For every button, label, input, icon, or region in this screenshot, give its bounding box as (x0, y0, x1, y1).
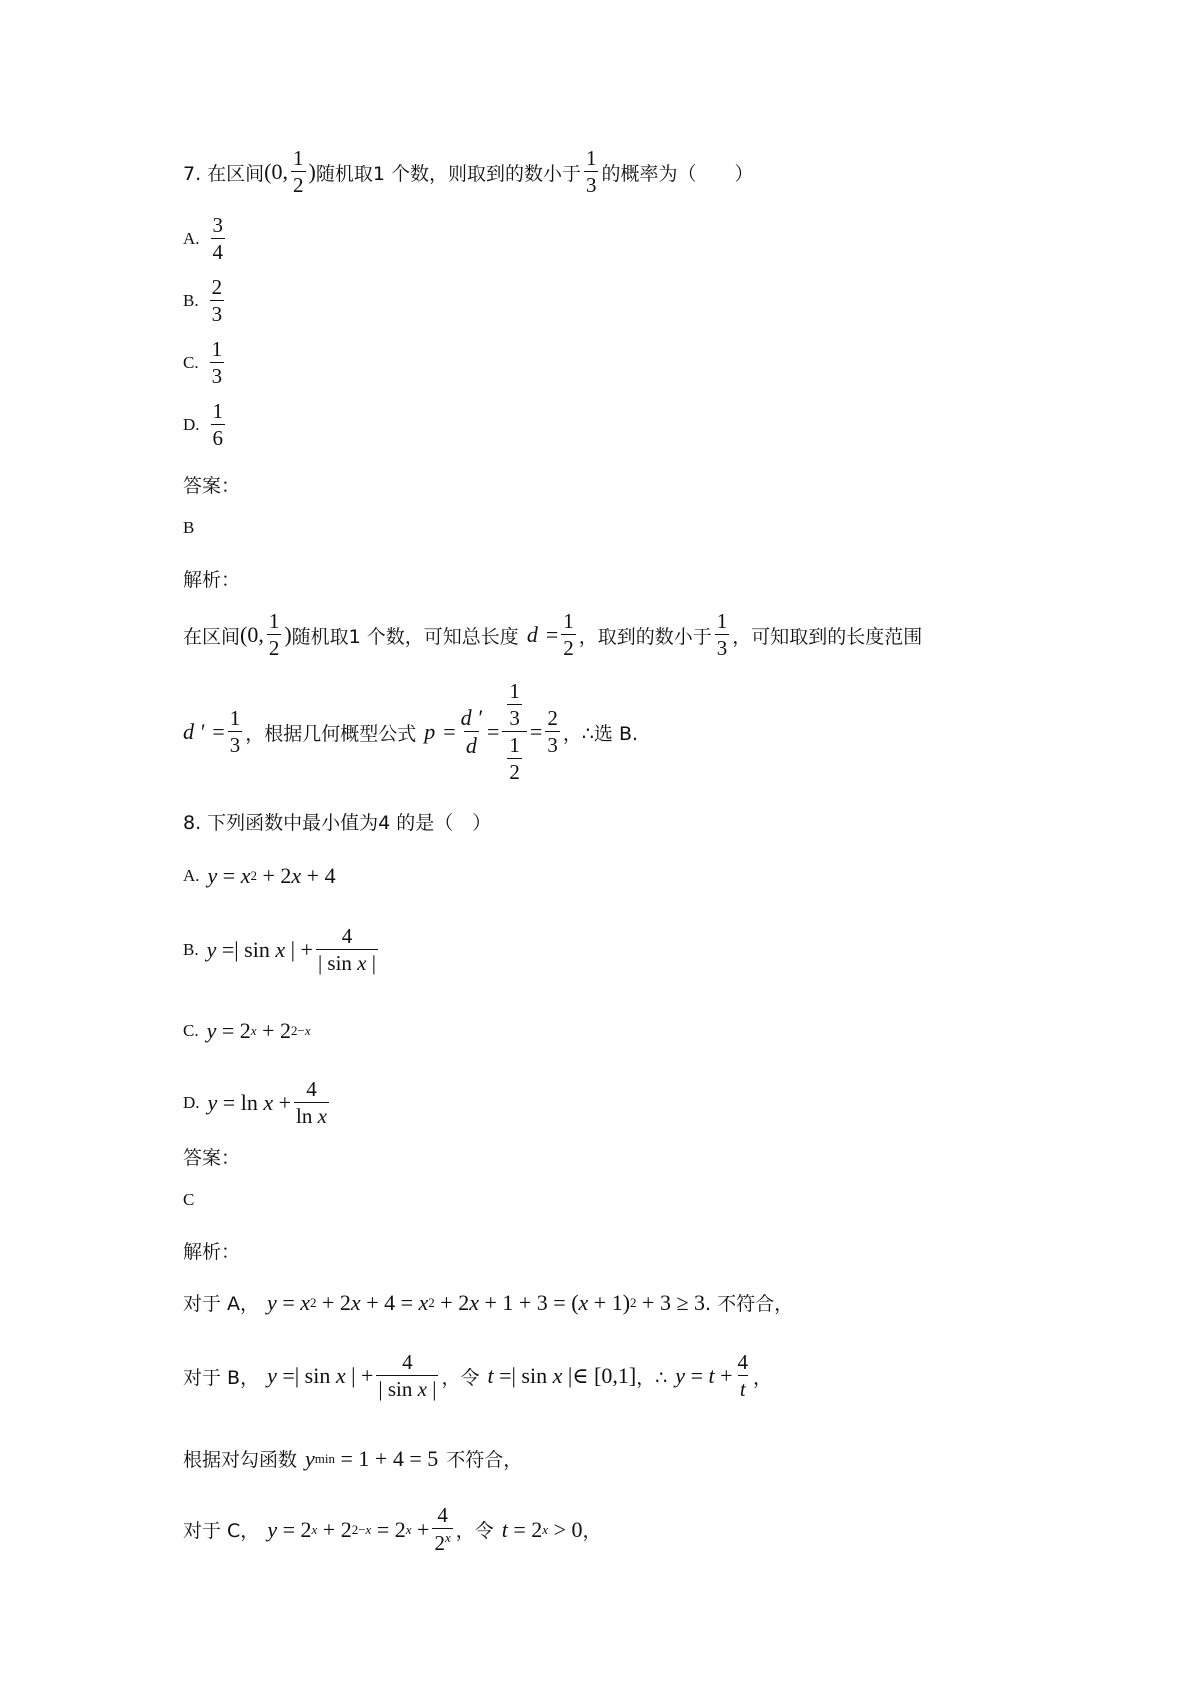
q8-analysis-heading: 解析： (183, 1241, 241, 1263)
q7-middle: 随机取1 个数，则取到的数小于 (315, 162, 581, 185)
q7-analysis-line2: d ′ = $\frac{1}{3}$ ，根据几何概型公式 p = $\frac{d '}{d}$ = $\frac{\frac{1}{3}}{\frac{1}{2}}$ = $\frac{2}{3}$ ，∴选 B. (183, 679, 639, 785)
compound-fraction: $\frac{\frac{1}{3}}{\frac{1}{2}}$ (502, 680, 527, 784)
q7-analysis-heading: 解析： (183, 569, 241, 591)
q7-option-d: D. $\frac{1}{6}$ (183, 399, 224, 451)
q7-option-c: C. $\frac{1}{3}$ (183, 337, 223, 389)
q8-answer-heading: 答案： (183, 1147, 241, 1169)
q7-bound-fraction: $\frac{1}{3}$ (585, 146, 597, 198)
q7-analysis-line1: 在区间 (0, $\frac{1}{2}$ ) 随机取1 个数，可知总长度 d = $\frac{1}{2}$ ，取到的数小于 $\frac{1}{3}$ ，可知取到的长度范围 (183, 609, 923, 661)
q8-analysis-b: 对于 B， y =| sin x | + $\frac{4}{\text{| sin x |}}$ ，令 t =| sin x |∈ [0,1] ，∴ y = t + $\frac{4}{t}$ ， (183, 1350, 773, 1402)
q8-option-a: A. y = x 2 + 2 x + 4 (183, 863, 336, 888)
q7-interval-close: ) (308, 159, 316, 185)
q8-analysis-nike: 根据对勾函数 y min = 1 + 4 = 5 不符合， (183, 1445, 523, 1471)
q7-stem (183, 147, 753, 197)
q8-answer: C (183, 1190, 195, 1209)
var-d: d (526, 622, 538, 648)
q8-option-d: D. y = ln x + $\frac{4}{\text{ln x}}$ (183, 1077, 327, 1129)
q8-analysis-c: 对于 C， y = 2 x + 2 2−x = 2 x + $\frac{4}{2^x}$ ，令 t = 2 x > 0 ， (183, 1503, 602, 1556)
q7-option-a: A. $\frac{3}{4}$ (183, 213, 224, 265)
q8-title: 8. 下列函数中最小值为4 的是（ ） (183, 812, 492, 834)
q7-option-b: B. $\frac{2}{3}$ (183, 275, 223, 327)
q7-prefix: 7. 在区间 (183, 162, 265, 185)
q7-answer: B (183, 518, 195, 537)
q7-suffix: 的概率为（ ） (601, 162, 754, 185)
q7-interval-fraction: $\frac{1}{2}$ (293, 146, 304, 198)
q8-analysis-a: 对于 A， y = x 2 + 2 x + 4 = x 2 + 2 x + 1 + 3 = ( x + 1) 2 + 3 ≥ 3 . 不符合， (183, 1289, 794, 1315)
q7-interval-open: (0, (264, 159, 288, 185)
q7-answer-heading: 答案： (183, 475, 241, 497)
q8-option-c: C. y = 2 x + 2 2−x (183, 1018, 311, 1043)
q8-option-b: B. y =| sin x | + $\frac{4}{\text{| sin x |}}$ (183, 924, 376, 976)
